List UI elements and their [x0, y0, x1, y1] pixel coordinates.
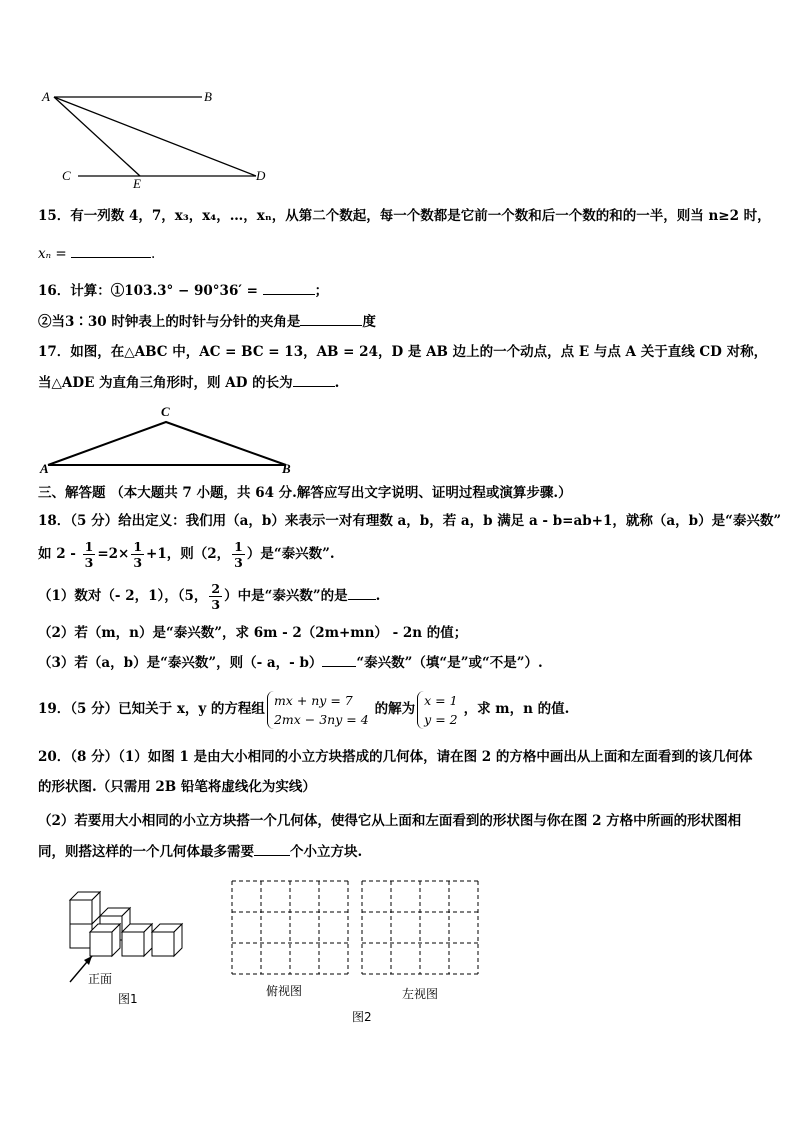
frac-num: 1	[234, 539, 243, 554]
q16-text1: 16．计算：①103.3° − 90°36′ =	[38, 283, 258, 299]
q18-ex-a: 如 2 -	[38, 546, 76, 562]
q20-blank	[254, 843, 290, 856]
q16-text2: ②当3∶30 时钟表上的时针与分针的夹角是	[38, 314, 301, 330]
q18-ex-b: =2×	[97, 546, 130, 562]
frac-den: 3	[234, 555, 243, 570]
q18-frac-1	[83, 539, 96, 570]
frac-num: 1	[133, 539, 143, 554]
q19-solution	[417, 691, 461, 729]
q20-line1: 20．（8 分）（1）如图 1 是由大小相同的小立方块搭成的几何体，请在图 2 的方格中画出从上面和左面看到的该几何体	[38, 749, 753, 765]
q19-eq1: mx + ny = 7	[273, 692, 353, 708]
q18-frac-3	[232, 539, 245, 570]
frac-den: 3	[133, 555, 143, 570]
label-A: A	[42, 89, 50, 104]
q15-xn: xₙ =	[38, 246, 67, 262]
label-E: E	[133, 176, 141, 191]
left-view-caption: 左视图	[402, 987, 439, 1001]
q18-part1	[38, 578, 380, 614]
q18-frac-2	[131, 539, 144, 570]
figure-triangle-abc	[40, 405, 300, 475]
frac-den: 3	[211, 597, 221, 612]
tri-label-A: A	[40, 461, 49, 476]
q16-line2	[38, 313, 376, 331]
label-C: C	[62, 168, 71, 183]
q20-line2: 的形状图.（只需用 2B 铅笔将虚线化为实线）	[38, 779, 316, 795]
q18-p3-a: （3）若（a，b）是“泰兴数”，则（- a，- b）	[38, 655, 323, 671]
q17-blank	[293, 374, 335, 387]
q17-text2: 当△ADE 为直角三角形时，则 AD 的长为	[38, 375, 293, 391]
q20-line4	[38, 843, 362, 861]
fig1-caption: 图1	[118, 992, 138, 1006]
q15-line2	[38, 245, 155, 263]
section-3-heading: 三、解答题 （本大题共 7 小题，共 64 分.解答应写出文字说明、证明过程或演算步骤.）	[38, 485, 572, 501]
q19-a: 19．（5 分）已知关于 x，y 的方程组	[38, 701, 265, 717]
q19-line	[38, 686, 569, 732]
q18-ex-d: ）是“泰兴数”.	[246, 546, 335, 562]
q18-p1-a: （1）数对（- 2，1），（5，	[38, 588, 208, 604]
fig2-caption: 图2	[352, 1010, 372, 1024]
q20-text4a: 同，则搭这样的一个几何体最多需要	[38, 844, 254, 860]
q17-line1: 17．如图，在△ABC 中，AC = BC = 13，AB = 24，D 是 AB 边上的一个动点，点 E 与点 A 关于直线 CD 对称，	[38, 344, 768, 360]
q19-b: 的解为	[374, 701, 416, 717]
frac-num: 1	[84, 539, 94, 554]
figure-2-grids	[228, 878, 488, 978]
q19-sol2: y = 2	[424, 711, 458, 727]
q18-line2	[38, 536, 335, 572]
q18-ex-c: +1，则（2，	[146, 546, 231, 562]
q19-eq2: 2mx − 3ny = 4	[273, 711, 369, 727]
q18-p1-c: .	[375, 588, 381, 604]
q16-blank2	[300, 313, 362, 326]
q15-answer-blank	[71, 245, 151, 258]
label-B: B	[204, 89, 212, 104]
q18-p1-b: ）中是“泰兴数”的是	[224, 588, 348, 604]
q18-blank1	[348, 587, 376, 600]
q16-line1	[38, 282, 328, 300]
q18-p3-b: “泰兴数”（填“是”或“不是”）.	[356, 655, 543, 671]
q15-period: .	[150, 246, 156, 262]
q19-system	[267, 691, 373, 729]
q15-line1: 15．有一列数 4，7，x₃，x₄，…，xₙ，从第二个数起，每一个数都是它前一个数和后一个数的和的一半，则当 n≥2 时，	[38, 208, 771, 224]
q16-degree: 度	[362, 314, 376, 330]
q18-line1: 18．（5 分）给出定义：我们用（a，b）来表示一对有理数 a，b，若 a，b 满足 a - b=ab+1，就称（a，b）是“泰兴数”	[38, 513, 782, 529]
q19-sol1: x = 1	[424, 692, 458, 708]
frac-den: 3	[84, 555, 94, 570]
top-view-caption: 俯视图	[266, 984, 303, 998]
tri-label-B: B	[282, 461, 291, 476]
figure-parallel-lines	[40, 85, 280, 195]
label-D: D	[256, 168, 266, 183]
q18-part3	[38, 654, 543, 672]
q18-blank2	[322, 654, 356, 667]
frac-num: 2	[211, 581, 221, 596]
label-front: 正面	[88, 972, 113, 986]
tri-label-C: C	[161, 404, 170, 419]
q17-period: .	[334, 375, 340, 391]
q16-blank1	[263, 282, 315, 295]
q17-line2	[38, 374, 339, 392]
q18-frac-4	[209, 581, 222, 612]
q20-line3: （2）若要用大小相同的小立方块搭一个几何体，使得它从上面和左面看到的形状图与你在图 2 方格中所画的形状图相	[38, 813, 742, 829]
q16-semicolon: ；	[314, 283, 329, 299]
q18-part2: （2）若（m，n）是“泰兴数”，求 6m - 2（2m+mn） - 2n 的值；	[38, 625, 468, 641]
q20-text4b: 个小立方块.	[290, 844, 363, 860]
q19-c: ，求 m，n 的值.	[463, 701, 570, 717]
figure-1-cubes	[62, 880, 202, 990]
